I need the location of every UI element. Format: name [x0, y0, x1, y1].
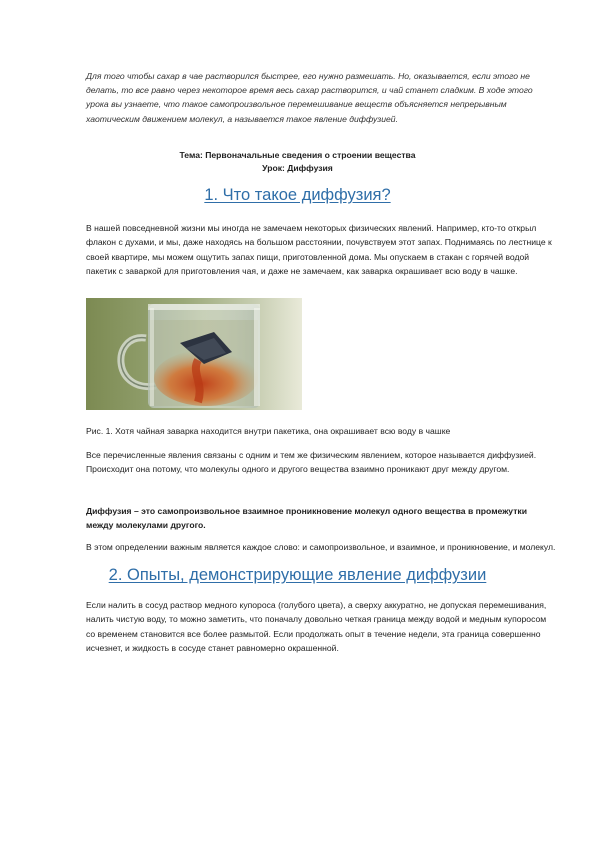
lesson-title: Урок: Диффузия: [262, 163, 333, 173]
section-2-paragraph: Если налить в сосуд раствор медного купороса (голубого цвета), а сверху аккуратно, не допуская перемешивания, налить чистую воду, то можно заметить, что поначалу довольно четкая граница между водой и медным купоросом со временем становится все более размытой. Если продолжать опыт в течение недели, эта граница совершенно исчезнет, и жидкость в сосуде станет равномерно окрашенной.: [86, 600, 547, 654]
section-1-paragraph: В нашей повседневной жизни мы иногда не замечаем некоторых физических явлений. Например, кто-то открыл флакон с духами, и мы, даже находясь на большом расстоянии, почувствуем этот запах. Поднимаясь по лестнице к своей квартире, мы можем ощутить запах пищи, приготовленной дома. Мы опускаем в стакан с горячей водой пакетик с заваркой для приготовления чая, и даже не замечаем, как заварка окрашивает всю воду в чашке.: [86, 223, 552, 277]
section-1-heading: 1. Что такое диффузия?: [204, 186, 391, 204]
section-1-paragraph-3: В этом определении важным является каждое слово: и самопроизвольное, и взаимное, и проникновение, и молекул.: [86, 542, 556, 552]
section-1-paragraph-2: Все перечисленные явления связаны с одним и тем же физическим явлением, которое называется диффузией. Происходит она потому, что молекулы одного и другого вещества взаимно проникают друг между другом.: [86, 450, 537, 475]
intro-paragraph: Для того чтобы сахар в чае растворился быстрее, его нужно размешать. Но, оказывается, если этого не делать, то все равно через некоторое время весь сахар растворится, и чай станет сладким. В ходе этого урока вы узнаете, что такое самопроизвольное перемешивание веществ объясняется непрерывным хаотическим движением молекул, а называется такое явление диффузией.: [86, 71, 533, 124]
figure-caption: Рис. 1. Хотя чайная заварка находится внутри пакетика, она окрашивает всю воду в чашке: [86, 426, 451, 436]
tea-cup-photo: [86, 298, 302, 410]
diffusion-definition: Диффузия – это самопроизвольное взаимное проникновение молекул одного вещества в промежутки между молекулами другого.: [86, 506, 527, 531]
topic-title: Тема: Первоначальные сведения о строении вещества: [179, 150, 416, 160]
section-2-heading: 2. Опыты, демонстрирующие явление диффузии: [108, 566, 487, 584]
tea-cup-illustration: [86, 298, 302, 410]
